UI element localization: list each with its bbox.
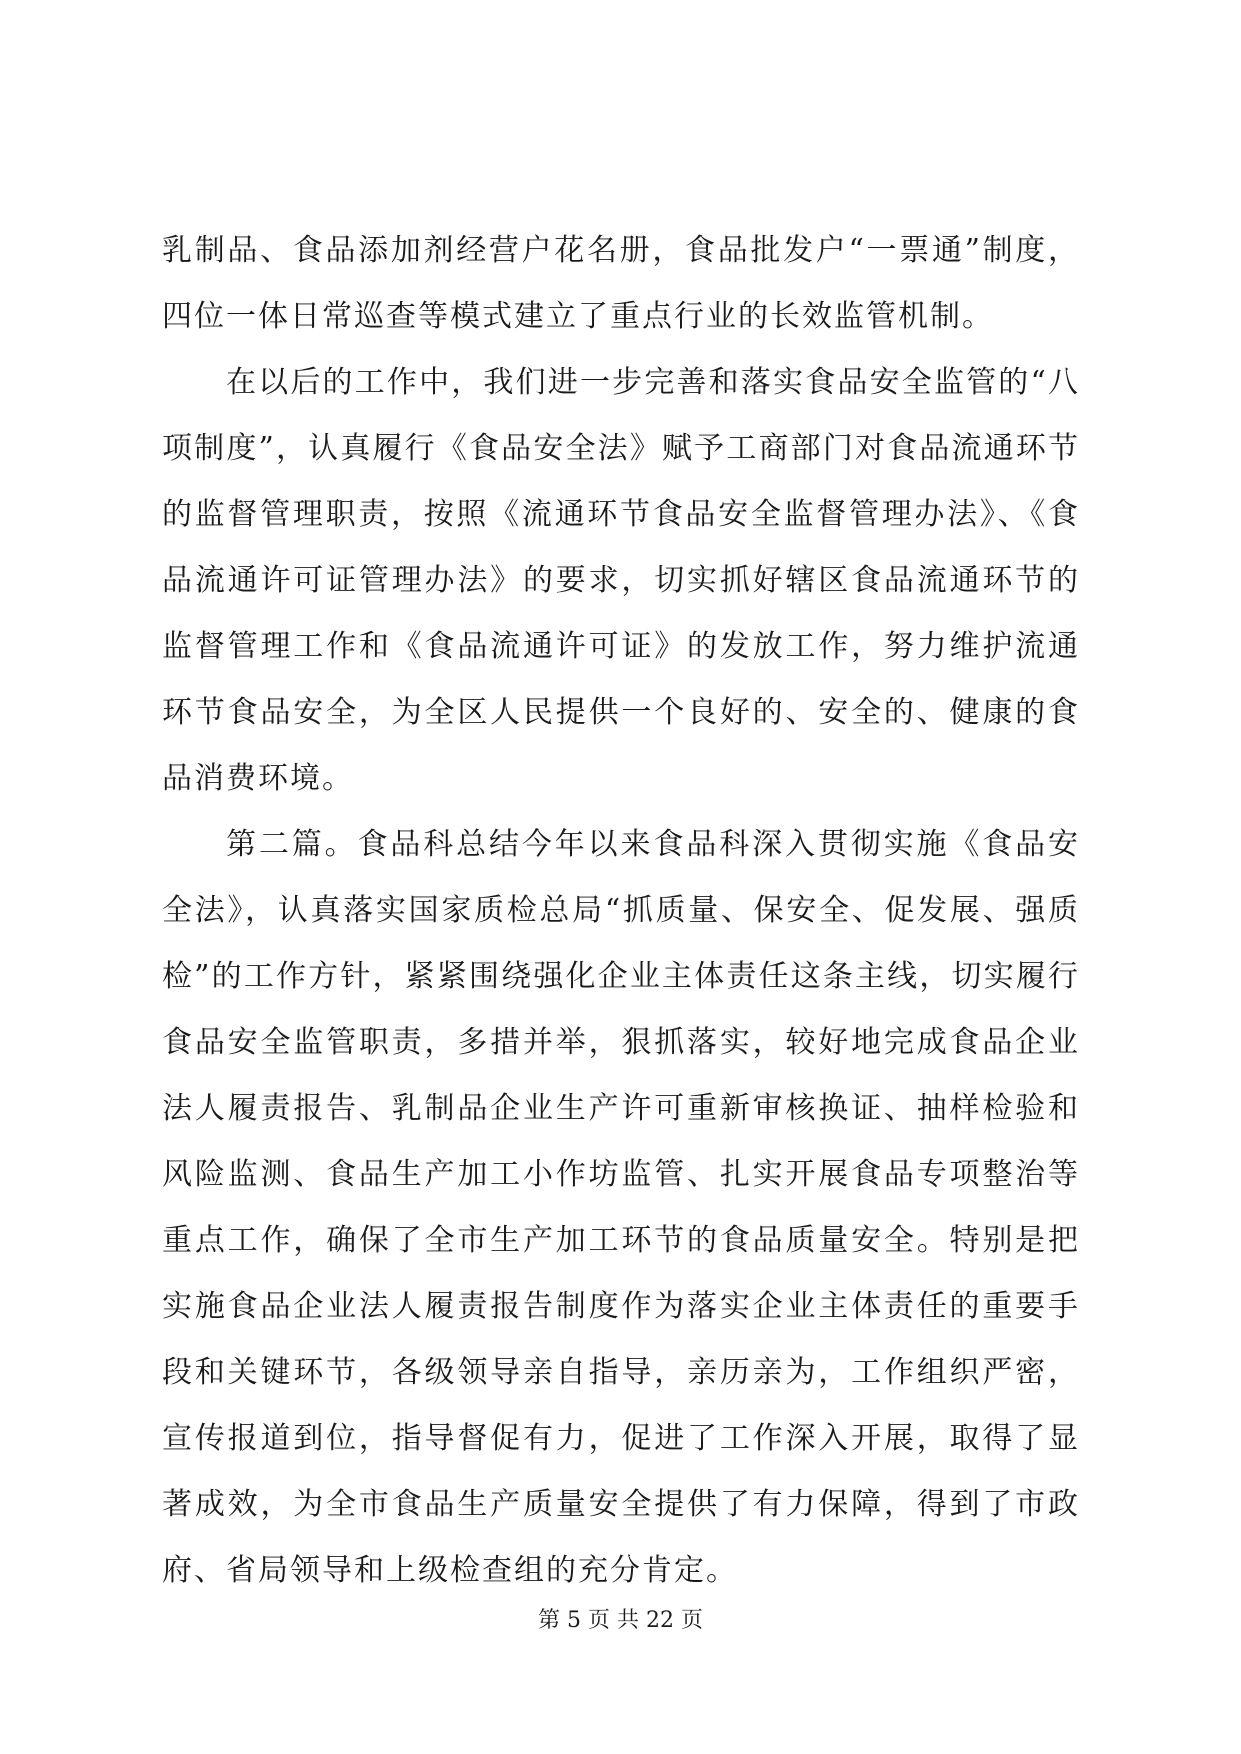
paragraph-2: 在以后的工作中，我们进一步完善和落实食品安全监管的“八项制度”，认真履行《食品安全法》赋予工商部门对食品流通环节的监督管理职责，按照《流通环节食品安全监督管理办法》、《食品流通许可证管理办法》的要求，切实抓好辖区食品流通环节的监督管理工作和《食品流通许可证》的发放工作，努力维护流通环节食品安全，为全区人民提供一个良好的、安全的、健康的食品消费环境。 — [162, 365, 1080, 796]
page-number-footer: 第 5 页 共 22 页 — [538, 1608, 703, 1633]
paragraph-1: 乳制品、食品添加剂经营户花名册，食品批发户“一票通”制度，四位一体日常巡查等模式建立了重点行业的长效监管机制。 — [162, 233, 1080, 334]
paragraph-3: 第二篇。食品科总结今年以来食品科深入贯彻实施《食品安全法》，认真落实国家质检总局“抓质量、保安全、促发展、强质检”的工作方针，紧紧围绕强化企业主体责任这条主线，切实履行食品安全监管职责，多措并举，狠抓落实，较好地完成食品企业法人履责报告、乳制品企业生产许可重新审核换证、抽样检验和风险监测、食品生产加工小作坊监管、扎实开展食品专项整治等重点工作，确保了全市生产加工环节的食品质量安全。特别是把实施食品企业法人履责报告制度作为落实企业主体责任的重要手段和关键环节，各级领导亲自指导，亲历亲为，工作组织严密，宣传报道到位，指导督促有力，促进了工作深入开展，取得了显著成效，为全市食品生产质量安全提供了有力保障，得到了市政府、省局领导和上级检查组的充分肯定。 — [162, 827, 1080, 1588]
document-body — [162, 218, 1080, 1604]
